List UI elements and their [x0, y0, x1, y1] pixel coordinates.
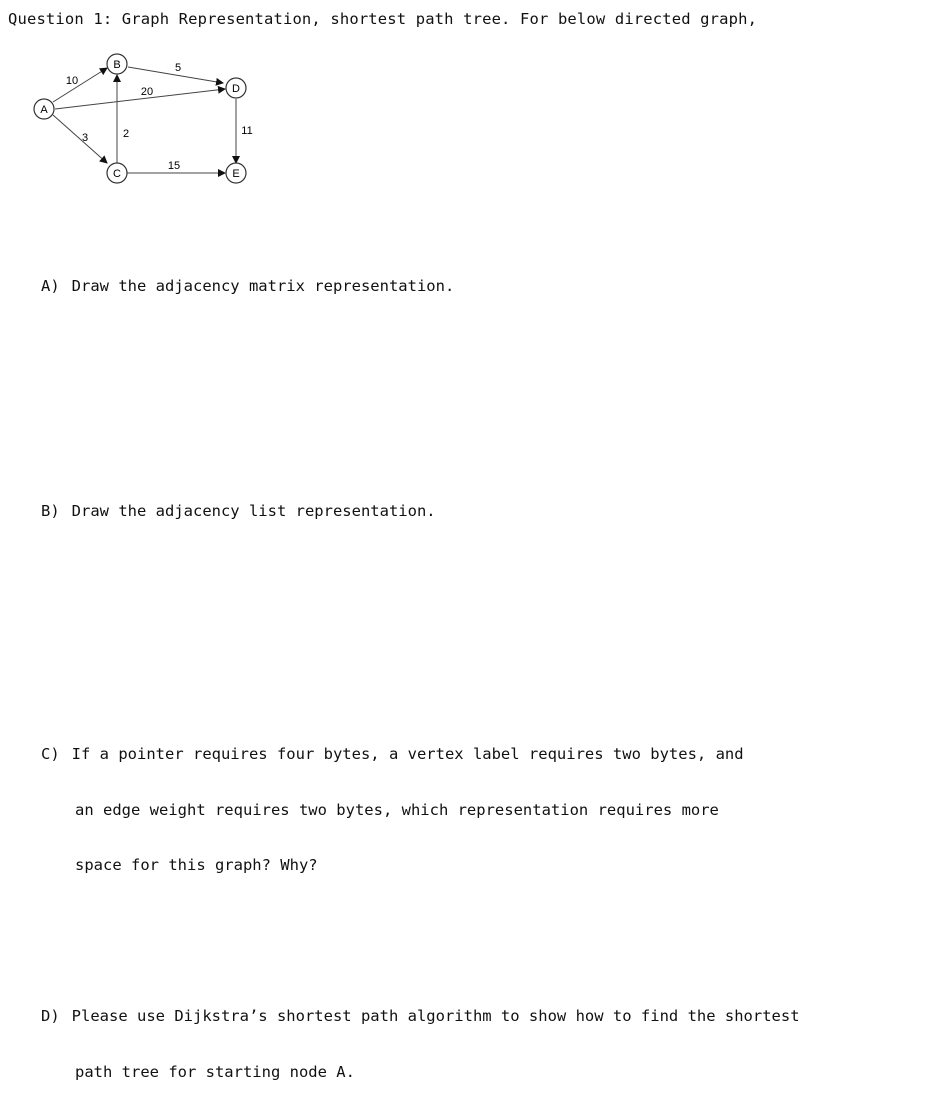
weight-c-b: 2 [122, 128, 130, 140]
node-b [107, 54, 127, 74]
weight-a-c: 3 [81, 132, 89, 144]
weight-c-e: 15 [167, 160, 181, 172]
svg-text:B: B [113, 59, 121, 71]
question-c: C) If a pointer requires four bytes, a vertex label requires two bytes, and an edge weight requires two bytes, which representation requires more space for this graph? Why? [41, 745, 744, 874]
question-a: A) Draw the adjacency matrix representation. [41, 277, 455, 295]
question-d: D) Please use Dijkstra’s shortest path algorithm to show how to find the shortest path tree for starting node A. [41, 1007, 800, 1081]
node-d [226, 78, 246, 98]
svg-text:A: A [40, 104, 48, 116]
weight-a-b: 10 [65, 75, 79, 87]
weight-d-e: 11 [241, 125, 253, 137]
svg-text:E: E [232, 168, 240, 180]
node-e [226, 163, 246, 183]
question-title: Question 1: Graph Representation, shortest path tree. For below directed graph, [8, 10, 758, 28]
svg-text:C: C [113, 168, 121, 180]
weight-b-d: 5 [174, 62, 182, 74]
node-c [107, 163, 127, 183]
edge-a-b [53, 68, 107, 102]
weight-a-d: 20 [140, 86, 154, 98]
node-a [34, 99, 54, 119]
edge-a-c [53, 115, 107, 163]
svg-text:D: D [232, 83, 240, 95]
question-b: B) Draw the adjacency list representation. [41, 502, 436, 520]
directed-graph-diagram [25, 45, 295, 205]
